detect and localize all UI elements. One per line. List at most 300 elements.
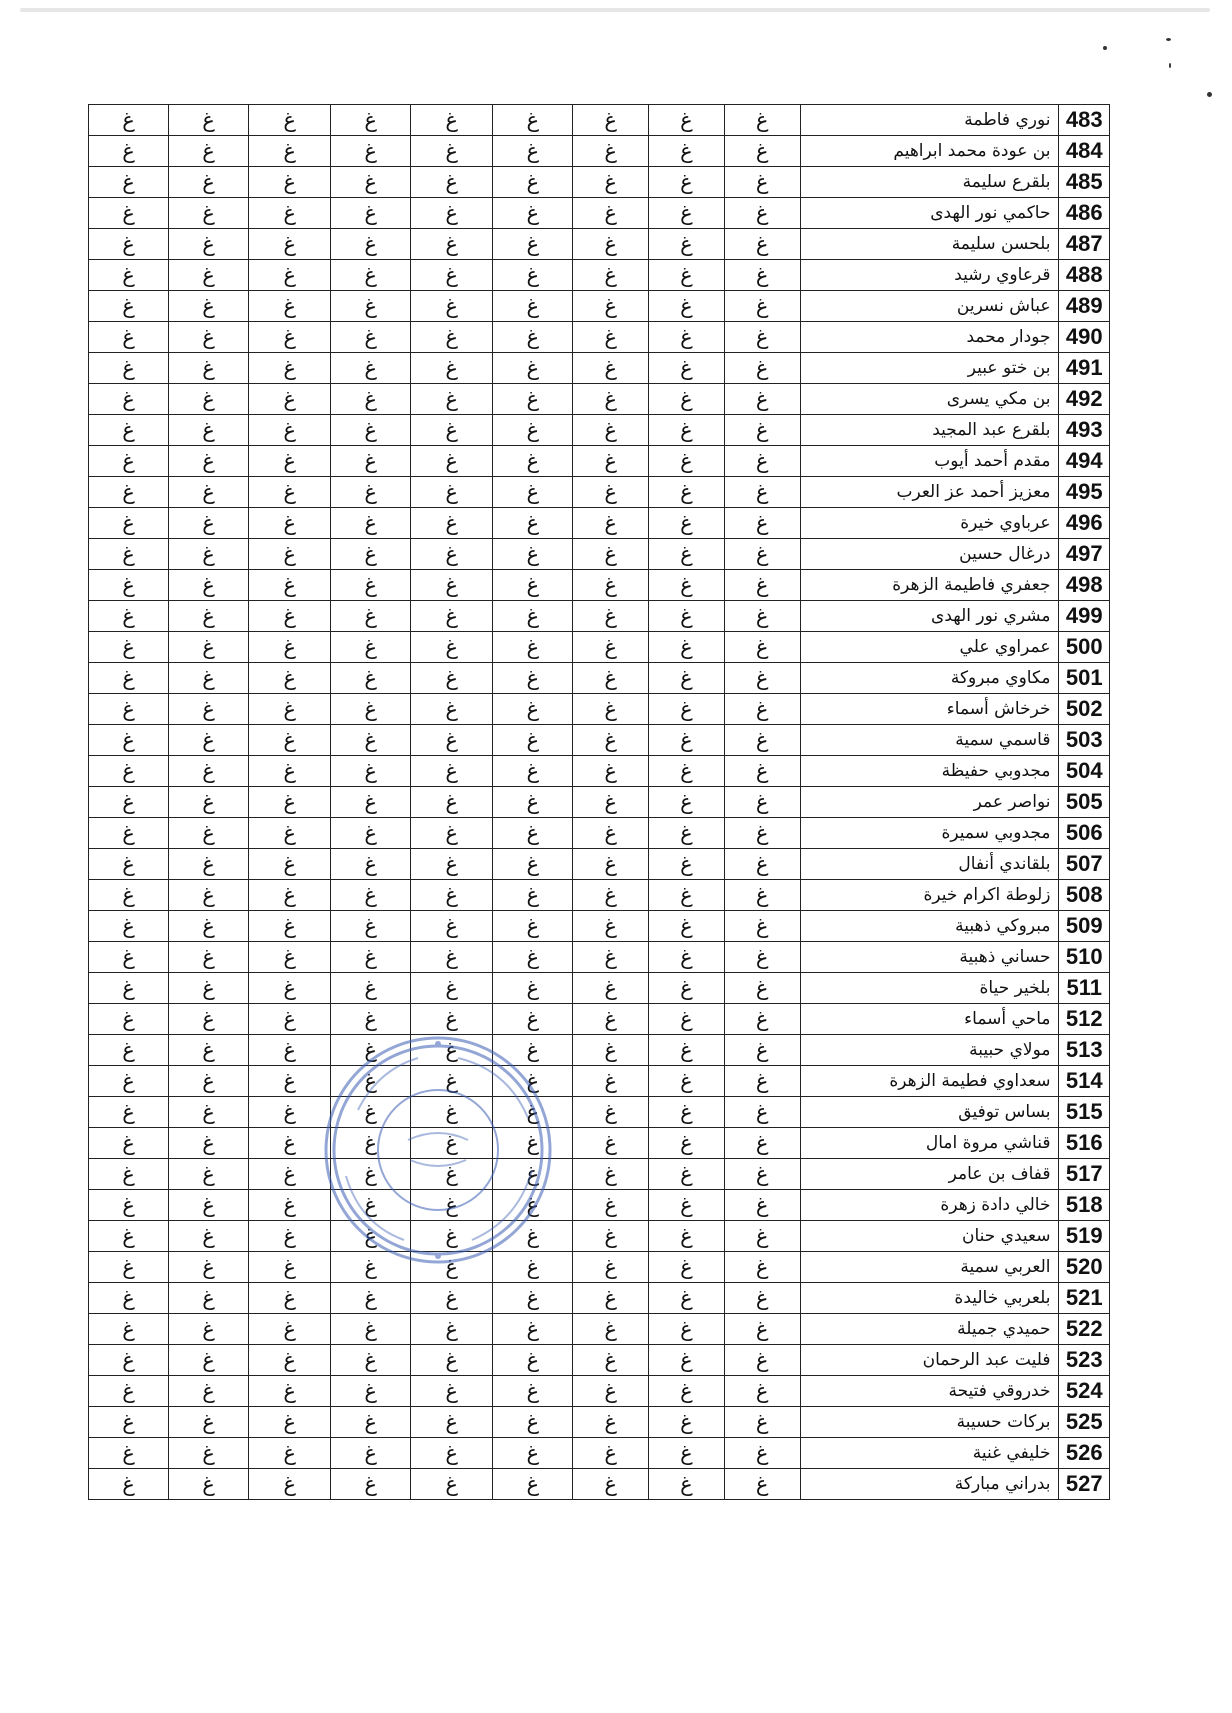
absence-mark: غ	[573, 322, 649, 353]
absence-mark: غ	[573, 570, 649, 601]
absence-mark: غ	[249, 1283, 331, 1314]
student-name: فليت عبد الرحمان	[800, 1345, 1059, 1376]
absence-mark: غ	[411, 229, 493, 260]
absence-mark: غ	[724, 1345, 800, 1376]
absence-mark: غ	[331, 291, 411, 322]
absence-mark: غ	[89, 1035, 169, 1066]
absence-mark: غ	[411, 1066, 493, 1097]
absence-mark: غ	[649, 322, 725, 353]
row-number: 526	[1059, 1438, 1110, 1469]
absence-mark: غ	[249, 1469, 331, 1500]
absence-mark: غ	[411, 756, 493, 787]
absence-mark: غ	[169, 570, 249, 601]
table-row	[89, 911, 1110, 942]
row-number: 515	[1059, 1097, 1110, 1128]
student-name: مقدم أحمد أيوب	[800, 446, 1059, 477]
absence-mark: غ	[249, 508, 331, 539]
attendance-table	[88, 104, 1110, 1500]
absence-mark: غ	[89, 353, 169, 384]
absence-mark: غ	[411, 570, 493, 601]
absence-mark: غ	[331, 756, 411, 787]
absence-mark: غ	[724, 105, 800, 136]
absence-mark: غ	[89, 322, 169, 353]
absence-mark: غ	[411, 260, 493, 291]
absence-mark: غ	[649, 477, 725, 508]
absence-mark: غ	[649, 1097, 725, 1128]
absence-mark: غ	[89, 167, 169, 198]
absence-mark: غ	[331, 1314, 411, 1345]
absence-mark: غ	[573, 601, 649, 632]
absence-mark: غ	[249, 632, 331, 663]
row-number: 513	[1059, 1035, 1110, 1066]
absence-mark: غ	[411, 539, 493, 570]
absence-mark: غ	[169, 291, 249, 322]
table-row	[89, 632, 1110, 663]
absence-mark: غ	[573, 1190, 649, 1221]
absence-mark: غ	[649, 849, 725, 880]
absence-mark: غ	[169, 1438, 249, 1469]
absence-mark: غ	[169, 1376, 249, 1407]
absence-mark: غ	[331, 973, 411, 1004]
absence-mark: غ	[411, 973, 493, 1004]
absence-mark: غ	[89, 1190, 169, 1221]
absence-mark: غ	[331, 694, 411, 725]
absence-mark: غ	[249, 353, 331, 384]
table-row	[89, 477, 1110, 508]
absence-mark: غ	[573, 1004, 649, 1035]
absence-mark: غ	[169, 1283, 249, 1314]
absence-mark: غ	[649, 942, 725, 973]
absence-mark: غ	[724, 725, 800, 756]
absence-mark: غ	[89, 1221, 169, 1252]
absence-mark: غ	[573, 353, 649, 384]
absence-mark: غ	[169, 725, 249, 756]
absence-mark: غ	[493, 818, 573, 849]
absence-mark: غ	[649, 694, 725, 725]
absence-mark: غ	[493, 725, 573, 756]
absence-mark: غ	[493, 911, 573, 942]
row-number: 523	[1059, 1345, 1110, 1376]
row-number: 498	[1059, 570, 1110, 601]
absence-mark: غ	[724, 694, 800, 725]
absence-mark: غ	[649, 291, 725, 322]
absence-mark: غ	[724, 260, 800, 291]
absence-mark: غ	[573, 756, 649, 787]
absence-mark: غ	[249, 1345, 331, 1376]
student-name: سعيدي حنان	[800, 1221, 1059, 1252]
absence-mark: غ	[724, 942, 800, 973]
student-name: بلقرع عبد المجيد	[800, 415, 1059, 446]
table-row	[89, 818, 1110, 849]
table-row	[89, 1221, 1110, 1252]
absence-mark: غ	[249, 1376, 331, 1407]
absence-mark: غ	[89, 477, 169, 508]
absence-mark: غ	[331, 1190, 411, 1221]
absence-mark: غ	[649, 1004, 725, 1035]
row-number: 486	[1059, 198, 1110, 229]
row-number: 483	[1059, 105, 1110, 136]
absence-mark: غ	[649, 1376, 725, 1407]
absence-mark: غ	[249, 756, 331, 787]
absence-mark: غ	[573, 1128, 649, 1159]
absence-mark: غ	[724, 1252, 800, 1283]
absence-mark: غ	[89, 1128, 169, 1159]
absence-mark: غ	[249, 725, 331, 756]
absence-mark: غ	[724, 229, 800, 260]
absence-mark: غ	[724, 601, 800, 632]
absence-mark: غ	[573, 1283, 649, 1314]
row-number: 504	[1059, 756, 1110, 787]
absence-mark: غ	[331, 1407, 411, 1438]
absence-mark: غ	[249, 1097, 331, 1128]
table-row	[89, 601, 1110, 632]
row-number: 487	[1059, 229, 1110, 260]
table-row	[89, 942, 1110, 973]
absence-mark: غ	[249, 787, 331, 818]
absence-mark: غ	[89, 818, 169, 849]
absence-mark: غ	[649, 1407, 725, 1438]
absence-mark: غ	[493, 1376, 573, 1407]
absence-mark: غ	[649, 1066, 725, 1097]
absence-mark: غ	[573, 818, 649, 849]
absence-mark: غ	[649, 1252, 725, 1283]
absence-mark: غ	[169, 942, 249, 973]
absence-mark: غ	[249, 477, 331, 508]
absence-mark: غ	[649, 105, 725, 136]
table-row	[89, 1004, 1110, 1035]
absence-mark: غ	[724, 1283, 800, 1314]
row-number: 493	[1059, 415, 1110, 446]
absence-mark: غ	[649, 601, 725, 632]
absence-mark: غ	[411, 1314, 493, 1345]
absence-mark: غ	[493, 446, 573, 477]
absence-mark: غ	[493, 1469, 573, 1500]
absence-mark: غ	[89, 942, 169, 973]
absence-mark: غ	[331, 446, 411, 477]
absence-mark: غ	[169, 1097, 249, 1128]
row-number: 501	[1059, 663, 1110, 694]
row-number: 514	[1059, 1066, 1110, 1097]
absence-mark: غ	[724, 1314, 800, 1345]
absence-mark: غ	[411, 508, 493, 539]
absence-mark: غ	[649, 136, 725, 167]
absence-mark: غ	[493, 260, 573, 291]
absence-mark: غ	[493, 198, 573, 229]
student-name: العربي سمية	[800, 1252, 1059, 1283]
absence-mark: غ	[724, 818, 800, 849]
absence-mark: غ	[89, 973, 169, 1004]
student-name: بن عودة محمد ابراهيم	[800, 136, 1059, 167]
absence-mark: غ	[249, 1004, 331, 1035]
table-row	[89, 105, 1110, 136]
student-name: مكاوي مبروكة	[800, 663, 1059, 694]
table-row	[89, 1097, 1110, 1128]
absence-mark: غ	[249, 880, 331, 911]
row-number: 517	[1059, 1159, 1110, 1190]
absence-mark: غ	[649, 1128, 725, 1159]
absence-mark: غ	[493, 1314, 573, 1345]
student-name: بساس توفيق	[800, 1097, 1059, 1128]
table-row	[89, 1407, 1110, 1438]
student-name: قاسمي سمية	[800, 725, 1059, 756]
row-number: 497	[1059, 539, 1110, 570]
absence-mark: غ	[169, 1128, 249, 1159]
absence-mark: غ	[169, 880, 249, 911]
absence-mark: غ	[649, 570, 725, 601]
absence-mark: غ	[573, 942, 649, 973]
absence-mark: غ	[169, 1314, 249, 1345]
absence-mark: غ	[89, 911, 169, 942]
table-row	[89, 539, 1110, 570]
student-name: خدروقي فتيحة	[800, 1376, 1059, 1407]
absence-mark: غ	[411, 322, 493, 353]
table-row	[89, 973, 1110, 1004]
student-name: قرعاوي رشيد	[800, 260, 1059, 291]
absence-mark: غ	[89, 756, 169, 787]
student-name: بدراني مباركة	[800, 1469, 1059, 1500]
absence-mark: غ	[649, 446, 725, 477]
table-row	[89, 415, 1110, 446]
row-number: 496	[1059, 508, 1110, 539]
table-row	[89, 694, 1110, 725]
row-number: 527	[1059, 1469, 1110, 1500]
student-name: جعفري فاطيمة الزهرة	[800, 570, 1059, 601]
absence-mark: غ	[89, 694, 169, 725]
absence-mark: غ	[331, 849, 411, 880]
student-name: بن ختو عبير	[800, 353, 1059, 384]
absence-mark: غ	[169, 911, 249, 942]
absence-mark: غ	[331, 570, 411, 601]
absence-mark: غ	[169, 663, 249, 694]
absence-mark: غ	[411, 911, 493, 942]
absence-mark: غ	[249, 694, 331, 725]
absence-mark: غ	[724, 1128, 800, 1159]
absence-mark: غ	[89, 384, 169, 415]
absence-mark: غ	[573, 849, 649, 880]
absence-mark: غ	[724, 1004, 800, 1035]
absence-mark: غ	[493, 849, 573, 880]
table-row	[89, 1314, 1110, 1345]
row-number: 521	[1059, 1283, 1110, 1314]
absence-mark: غ	[724, 1190, 800, 1221]
student-name: جودار محمد	[800, 322, 1059, 353]
absence-mark: غ	[169, 508, 249, 539]
absence-mark: غ	[649, 229, 725, 260]
absence-mark: غ	[331, 818, 411, 849]
absence-mark: غ	[249, 260, 331, 291]
absence-mark: غ	[411, 167, 493, 198]
absence-mark: غ	[169, 1469, 249, 1500]
absence-mark: غ	[331, 787, 411, 818]
absence-mark: غ	[169, 694, 249, 725]
absence-mark: غ	[169, 260, 249, 291]
row-number: 489	[1059, 291, 1110, 322]
absence-mark: غ	[493, 1035, 573, 1066]
row-number: 492	[1059, 384, 1110, 415]
absence-mark: غ	[724, 1407, 800, 1438]
absence-mark: غ	[649, 1469, 725, 1500]
absence-mark: غ	[493, 384, 573, 415]
absence-mark: غ	[493, 973, 573, 1004]
absence-mark: غ	[169, 1035, 249, 1066]
absence-mark: غ	[169, 1221, 249, 1252]
student-name: قناشي مروة امال	[800, 1128, 1059, 1159]
absence-mark: غ	[649, 539, 725, 570]
student-name: بلقاندي أنفال	[800, 849, 1059, 880]
absence-mark: غ	[249, 849, 331, 880]
absence-mark: غ	[573, 911, 649, 942]
absence-mark: غ	[331, 942, 411, 973]
absence-mark: غ	[493, 1159, 573, 1190]
absence-mark: غ	[573, 1376, 649, 1407]
absence-mark: غ	[649, 1314, 725, 1345]
absence-mark: غ	[493, 105, 573, 136]
absence-mark: غ	[331, 198, 411, 229]
student-name: زلوطة اكرام خيرة	[800, 880, 1059, 911]
absence-mark: غ	[169, 1407, 249, 1438]
row-number: 509	[1059, 911, 1110, 942]
absence-mark: غ	[493, 942, 573, 973]
absence-mark: غ	[411, 291, 493, 322]
absence-mark: غ	[573, 1097, 649, 1128]
absence-mark: غ	[724, 384, 800, 415]
absence-mark: غ	[649, 198, 725, 229]
absence-mark: غ	[493, 756, 573, 787]
absence-mark: غ	[89, 1345, 169, 1376]
absence-mark: غ	[411, 632, 493, 663]
absence-mark: غ	[649, 353, 725, 384]
absence-mark: غ	[169, 632, 249, 663]
absence-mark: غ	[649, 818, 725, 849]
absence-mark: غ	[331, 353, 411, 384]
absence-mark: غ	[89, 725, 169, 756]
table-row	[89, 384, 1110, 415]
absence-mark: غ	[411, 1221, 493, 1252]
absence-mark: غ	[89, 260, 169, 291]
absence-mark: غ	[249, 384, 331, 415]
student-name: معزيز أحمد عز العرب	[800, 477, 1059, 508]
absence-mark: غ	[724, 1159, 800, 1190]
absence-mark: غ	[331, 1438, 411, 1469]
absence-mark: غ	[724, 973, 800, 1004]
absence-mark: غ	[331, 1159, 411, 1190]
absence-mark: غ	[249, 105, 331, 136]
row-number: 506	[1059, 818, 1110, 849]
absence-mark: غ	[89, 1066, 169, 1097]
absence-mark: غ	[493, 1221, 573, 1252]
absence-mark: غ	[724, 880, 800, 911]
table-row	[89, 229, 1110, 260]
absence-mark: غ	[169, 1004, 249, 1035]
absence-mark: غ	[724, 353, 800, 384]
absence-mark: غ	[89, 415, 169, 446]
absence-mark: غ	[724, 322, 800, 353]
absence-mark: غ	[411, 105, 493, 136]
absence-mark: غ	[89, 663, 169, 694]
absence-mark: غ	[249, 539, 331, 570]
absence-mark: غ	[573, 1314, 649, 1345]
absence-mark: غ	[89, 446, 169, 477]
absence-mark: غ	[249, 136, 331, 167]
scan-speck	[1103, 46, 1107, 50]
row-number: 495	[1059, 477, 1110, 508]
absence-mark: غ	[411, 725, 493, 756]
absence-mark: غ	[249, 911, 331, 942]
absence-mark: غ	[493, 229, 573, 260]
absence-mark: غ	[573, 1252, 649, 1283]
table-row	[89, 136, 1110, 167]
absence-mark: غ	[249, 167, 331, 198]
absence-mark: غ	[649, 260, 725, 291]
absence-mark: غ	[249, 1035, 331, 1066]
row-number: 490	[1059, 322, 1110, 353]
absence-mark: غ	[493, 477, 573, 508]
absence-mark: غ	[649, 1190, 725, 1221]
absence-mark: غ	[89, 632, 169, 663]
absence-mark: غ	[89, 1004, 169, 1035]
absence-mark: غ	[573, 1407, 649, 1438]
absence-mark: غ	[649, 167, 725, 198]
absence-mark: غ	[573, 1438, 649, 1469]
absence-mark: غ	[169, 1190, 249, 1221]
absence-mark: غ	[573, 725, 649, 756]
absence-mark: غ	[411, 663, 493, 694]
absence-mark: غ	[249, 291, 331, 322]
absence-mark: غ	[169, 1066, 249, 1097]
student-name: مشري نور الهدى	[800, 601, 1059, 632]
absence-mark: غ	[169, 353, 249, 384]
absence-mark: غ	[573, 136, 649, 167]
absence-mark: غ	[411, 353, 493, 384]
absence-mark: غ	[249, 229, 331, 260]
absence-mark: غ	[493, 1407, 573, 1438]
absence-mark: غ	[411, 1469, 493, 1500]
student-name: بلقرع سليمة	[800, 167, 1059, 198]
absence-mark: غ	[493, 880, 573, 911]
table-row	[89, 1190, 1110, 1221]
absence-mark: غ	[331, 1376, 411, 1407]
absence-mark: غ	[649, 663, 725, 694]
absence-mark: غ	[169, 787, 249, 818]
absence-mark: غ	[493, 1004, 573, 1035]
absence-mark: غ	[573, 229, 649, 260]
absence-mark: غ	[573, 198, 649, 229]
absence-mark: غ	[331, 167, 411, 198]
absence-mark: غ	[331, 1097, 411, 1128]
absence-mark: غ	[169, 1345, 249, 1376]
absence-mark: غ	[573, 1221, 649, 1252]
student-name: مولاي حبيبة	[800, 1035, 1059, 1066]
absence-mark: غ	[493, 694, 573, 725]
absence-mark: غ	[169, 1159, 249, 1190]
absence-mark: غ	[649, 756, 725, 787]
absence-mark: غ	[411, 787, 493, 818]
absence-mark: غ	[169, 539, 249, 570]
row-number: 505	[1059, 787, 1110, 818]
student-name: سعداوي فطيمة الزهرة	[800, 1066, 1059, 1097]
table-row	[89, 260, 1110, 291]
absence-mark: غ	[724, 539, 800, 570]
table-body	[89, 105, 1110, 1500]
absence-mark: غ	[493, 508, 573, 539]
absence-mark: غ	[331, 1469, 411, 1500]
absence-mark: غ	[169, 384, 249, 415]
row-number: 524	[1059, 1376, 1110, 1407]
absence-mark: غ	[331, 1345, 411, 1376]
absence-mark: غ	[89, 539, 169, 570]
absence-mark: غ	[331, 911, 411, 942]
absence-mark: غ	[169, 105, 249, 136]
